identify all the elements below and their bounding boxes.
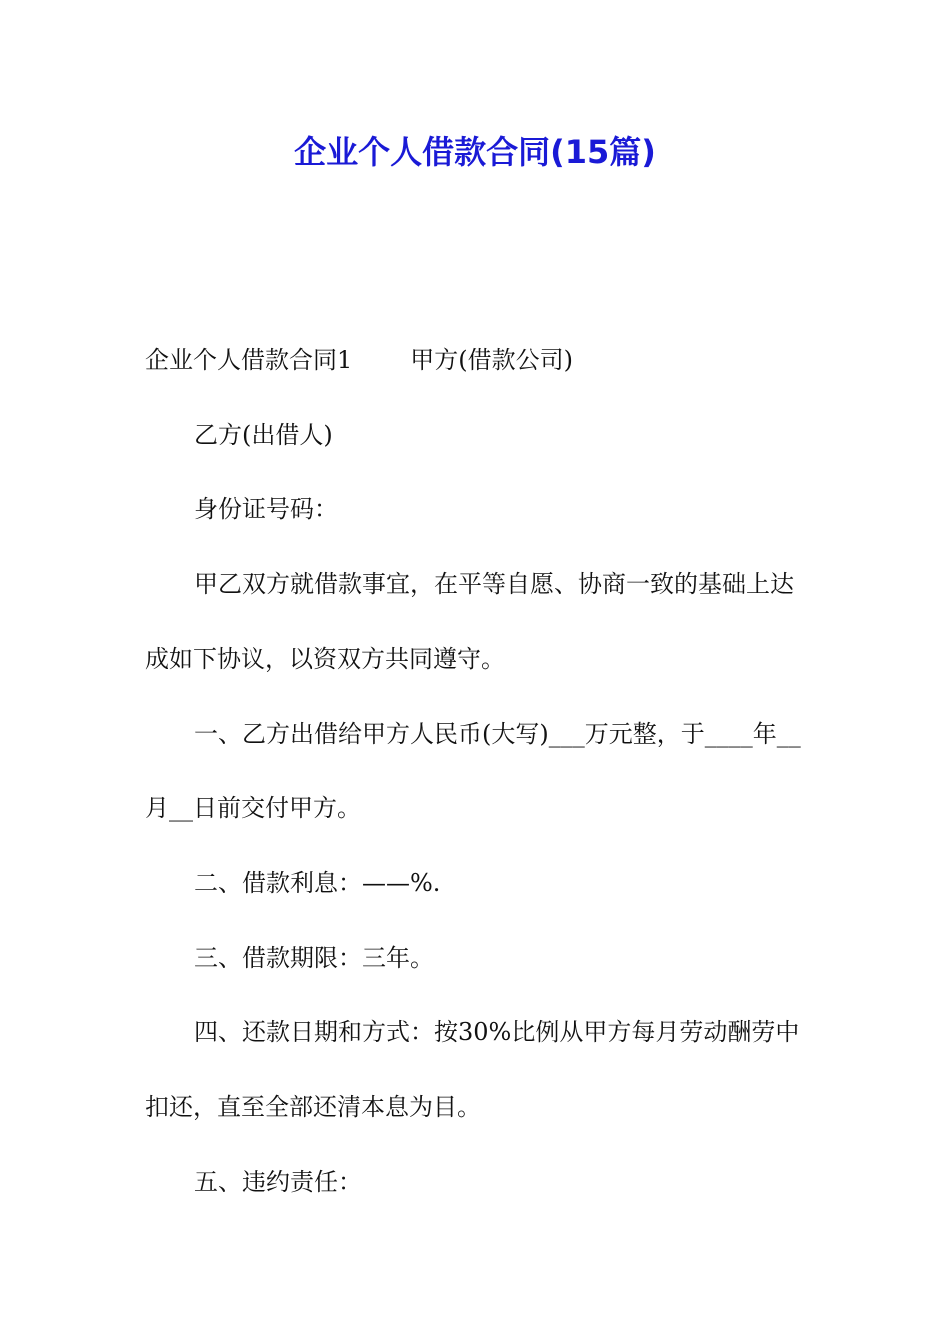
party-b-line: 乙方(出借人) [194, 421, 333, 449]
paragraph-line: 甲乙双方就借款事宜，在平等自愿、协商一致的基础上达 [194, 570, 794, 598]
id-number-line: 身份证号码： [194, 495, 338, 523]
clause-5-line: 五、违约责任： [194, 1168, 362, 1196]
contract-heading-row [145, 342, 573, 378]
paragraph-line: 成如下协议，以资双方共同遵守。 [145, 645, 505, 673]
clause-3-line: 三、借款期限：三年。 [194, 944, 434, 972]
contract-heading: 企业个人借款合同1 [145, 346, 353, 374]
clause-2-line: 二、借款利息：——%. [194, 869, 441, 897]
clause-4-continuation: 扣还，直至全部还清本息为目。 [145, 1093, 481, 1121]
clause-1-line: 一、乙方出借给甲方人民币(大写)___万元整，于____年__ [194, 720, 801, 748]
document-title: 企业个人借款合同(15篇) [294, 133, 656, 171]
clause-1-continuation: 月__日前交付甲方。 [145, 794, 361, 822]
party-a-label: 甲方(借款公司) [410, 346, 574, 374]
clause-4-line: 四、还款日期和方式：按30%比例从甲方每月劳动酬劳中 [194, 1018, 800, 1046]
